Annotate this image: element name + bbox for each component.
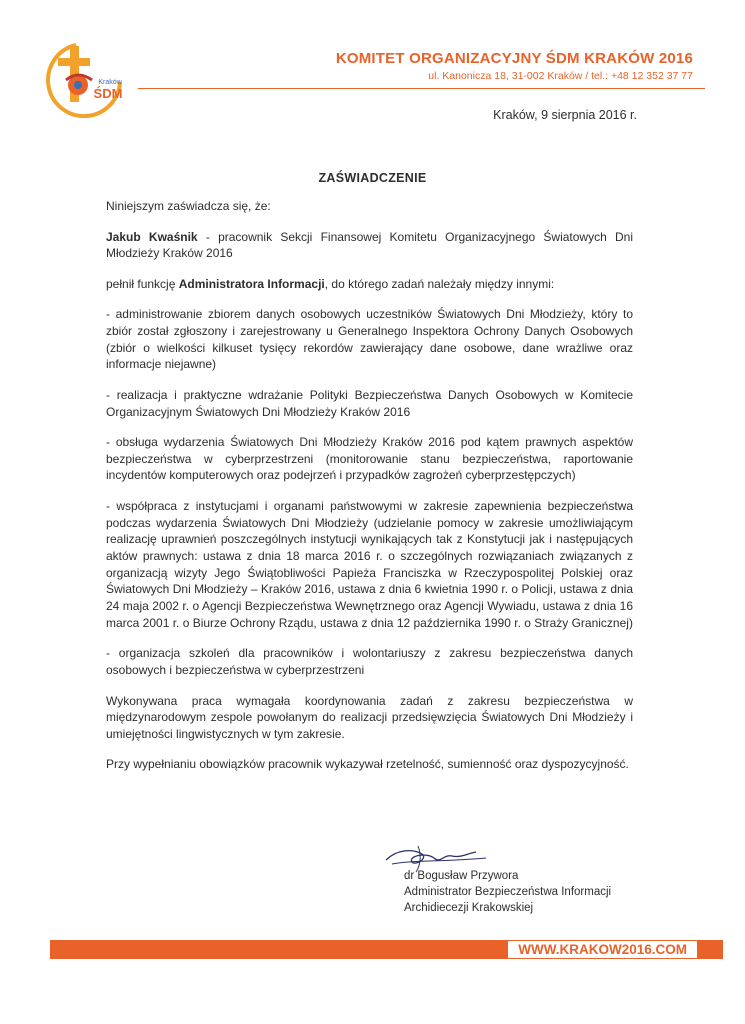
employee-paragraph [106,229,633,262]
employee-description: - pracownik Sekcji Finansowej Komitetu Organizacyjnego Światowych Dni Młodzieży Kraków 2016 [106,229,634,261]
intro-paragraph: Niniejszym zaświadcza się, że: [106,199,271,213]
footer-website-link[interactable]: WWW.KRAKOW2016.COM [508,941,697,958]
duty-item: - współpraca z instytucjami i organami państwowymi w zakresie zapewnienia bezpieczeństwa podczas wydarzenia Światowych Dni Młodzieży (udzielanie pomocy w zakresie umożliwiającym realizację uprawnień poszczególnych instytucji wynikających tak z Konstytucji jak i następujących aktów prawnych: ustawa z dnia 18 marca 2016 r. o szczególnych rozwiązaniach związanych z organizacją wizyty Jego Świątobliwości Papieża Franciszka w Rzeczypospolitej Polskiej oraz Światowych Dni Młodzieży – Kraków 2016, ustawa z dnia 6 kwietnia 1990 r. o Policji, ustawa z dnia 24 maja 2002 r. o Agencji Bezpieczeństwa Wewnętrznego oraz Agencji Wywiadu, ustawa z dnia 16 marca 2001 r. o Biurze Ochrony Rządu, ustawa z dnia 12 października 1990 r. o Straży Granicznej) [106,498,633,630]
sdm-logo [46,40,124,118]
role-suffix: , do którego zadań należały między innymi: [324,276,555,291]
signer-block [404,868,611,916]
signer-position: Administrator Bezpieczeństwa Informacji [404,886,612,898]
logo-text: ŚDM [93,86,123,101]
signer-name: dr Bogusław Przywora [404,870,519,882]
duty-item: - realizacja i praktyczne wdrażanie Polityki Bezpieczeństwa Danych Osobowych w Komitecie Organizacyjnym Światowych Dni Młodzieży Kraków 2016 [106,387,633,419]
document-date: Kraków, 9 sierpnia 2016 r. [493,108,637,122]
role-paragraph [106,276,633,293]
document-title: ZAŚWIADCZENIE [318,171,427,185]
employee-name: Jakub Kwaśnik [106,229,198,244]
closing-paragraph: Wykonywana praca wymagała koordynowania zadań z zakresu bezpieczeństwa w międzynarodowym zespole powołanym do realizacji przedsięwzięcia Światowych Dni Młodzieży i umiejętności lingwistycznych w tym zakresie. [106,693,633,741]
duty-item: - administrowanie zbiorem danych osobowych uczestników Światowych Dni Młodzieży, który to zbiór został zgłoszony i zarejestrowany u Generalnego Inspektora Ochrony Danych Osobowych (zbiór o wielkości kilkuset tysięcy rekordów zawierający dane osobowe, dane wrażliwe oraz informacje niejawne) [106,307,633,372]
signer-organization: Archidiecezji Krakowskiej [404,902,534,914]
closing-paragraph: Przy wypełnianiu obowiązków pracownik wykazywał rzetelność, sumienność oraz dyspozycyjność. [106,757,629,772]
duty-item: - organizacja szkoleń dla pracowników i wolontariuszy z zakresu bezpieczeństwa danych osobowych i bezpieczeństwa w cyberprzestrzeni [106,646,633,678]
role-prefix: pełnił funkcję [106,276,179,291]
header-divider [138,88,705,89]
logo-city: Kraków [98,79,122,86]
role-title: Administratora Informacji [178,276,325,291]
duty-item: - obsługa wydarzenia Światowych Dni Młodzieży Kraków 2016 pod kątem prawnych aspektów bezpieczeństwa w cyberprzestrzeni (monitorowanie stanu bezpieczeństwa, raportowanie incydentów komputerowych oraz podejrzeń i przypadków zagrożeń cyberprzestępczych) [106,435,633,483]
organization-address: ul. Kanonicza 18, 31-002 Kraków / tel.: +48 12 352 37 77 [428,70,693,82]
document-body [106,198,633,787]
organization-name: KOMITET ORGANIZACYJNY ŚDM KRAKÓW 2016 [335,50,693,67]
